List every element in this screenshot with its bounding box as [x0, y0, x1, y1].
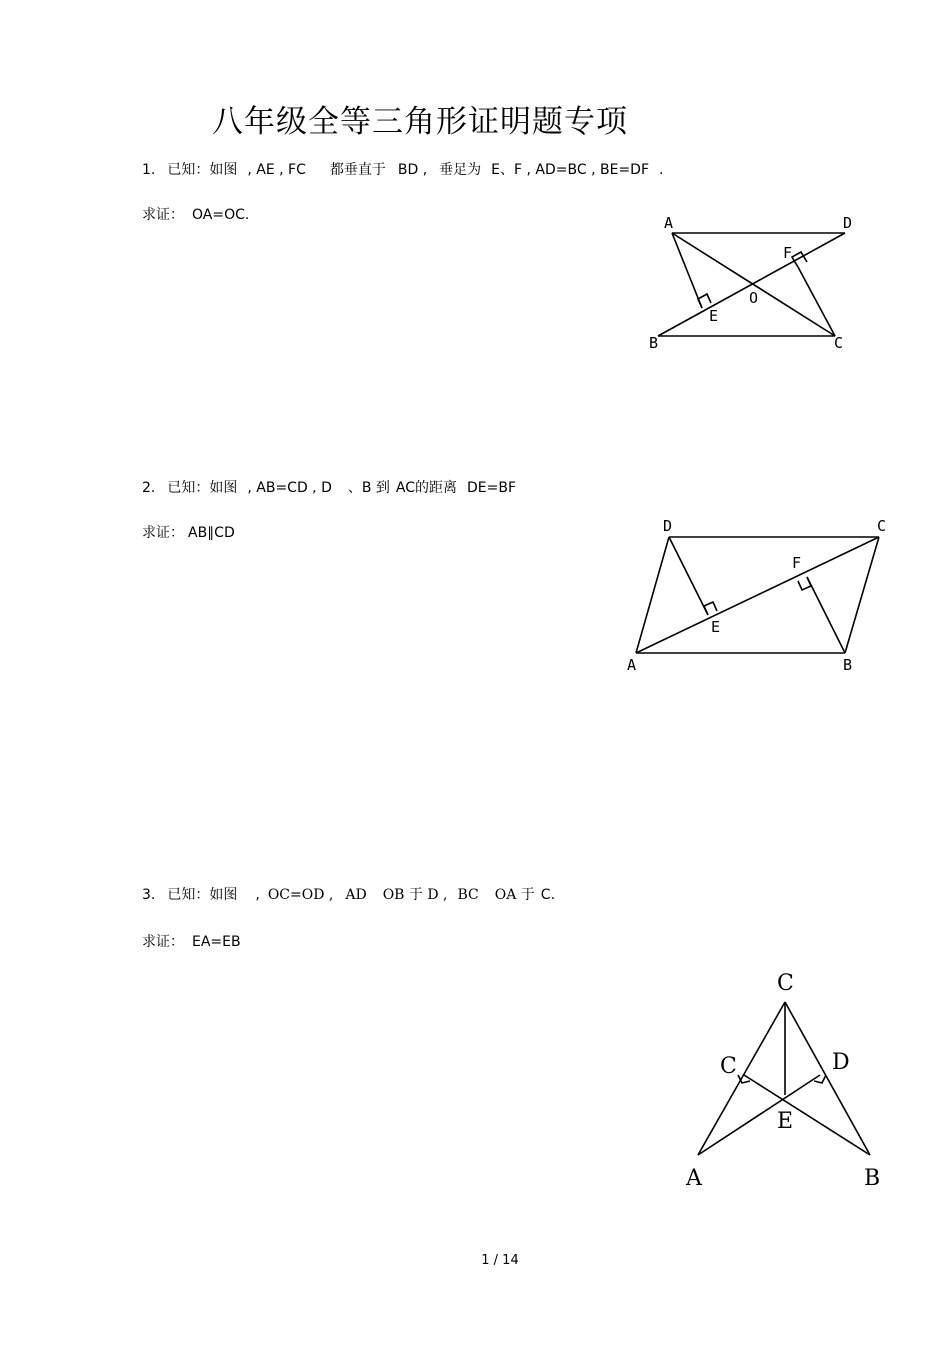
figure-label: C	[720, 1054, 737, 1079]
problem-2-given-text: 已知：如图	[167, 480, 238, 496]
problem-3-given-text: AD	[345, 887, 367, 903]
page-title: 八年级全等三角形证明题专项	[212, 104, 628, 140]
problem-2-given-text: AC的距离	[395, 480, 458, 496]
figure-label: F	[792, 554, 802, 572]
problem-3-figure	[680, 965, 900, 1200]
figure-label: E	[777, 1109, 794, 1134]
problem-1-prove	[142, 204, 249, 224]
problem-3-prove	[142, 931, 241, 951]
problem-1-number: 1.	[142, 162, 156, 178]
problem-1-figure	[640, 205, 880, 355]
figure-label: E	[709, 307, 719, 325]
prove-label: 求证：	[142, 934, 184, 950]
problem-3-given-text: ,	[255, 887, 260, 903]
problem-1-given	[142, 159, 663, 179]
problem-2-prove-text: AB∥CD	[188, 525, 235, 541]
problem-2-given-text: DE=BF	[467, 480, 517, 496]
problem-2-figure	[620, 510, 900, 680]
problem-1-given-text: , AE , FC	[247, 162, 306, 178]
problem-2-given	[142, 477, 516, 497]
figure-label: B	[843, 656, 853, 674]
problem-1-given-text: BD ,	[397, 162, 428, 178]
problem-1-given-text: .	[659, 162, 664, 178]
problem-1-prove-text: OA=OC.	[192, 207, 250, 223]
problem-1-given-text: 已知：如图	[167, 162, 238, 178]
problem-3-given-text: OA 于	[494, 887, 535, 903]
problem-1-given-text: 都垂直于	[329, 162, 386, 178]
page-number: 1 / 14	[481, 1253, 519, 1268]
prove-label: 求证：	[142, 207, 184, 223]
problem-2-number: 2.	[142, 480, 156, 496]
figure-label: B	[864, 1166, 881, 1191]
problem-3-given-text: OB 于 D ,	[382, 887, 448, 903]
figure-label: A	[664, 214, 674, 232]
problem-3-given-text: BC	[457, 887, 479, 903]
problem-2-given-text: 、B 到	[347, 480, 390, 496]
figure-label: D	[843, 214, 853, 232]
figure-label: C	[777, 971, 794, 996]
figure-label: E	[711, 618, 721, 636]
problem-3-given-text: C.	[540, 887, 556, 903]
figure-label: A	[627, 656, 637, 674]
problem-3-given-text: 已知：如图	[167, 887, 238, 903]
problem-3-given	[142, 884, 555, 904]
figure-label: A	[686, 1166, 702, 1191]
problem-1-given-text: 垂足为	[439, 162, 482, 178]
problem-2-given-text: , AB=CD , D	[247, 480, 332, 496]
problem-2-prove	[142, 522, 235, 542]
figure-label: D	[832, 1050, 850, 1075]
figure-label: C	[877, 517, 887, 535]
problem-3-prove-text: EA=EB	[192, 934, 241, 950]
figure-label: D	[663, 517, 673, 535]
prove-label: 求证：	[142, 525, 184, 541]
figure-label: B	[649, 334, 659, 352]
figure-label: C	[834, 334, 844, 352]
figure-label: O	[749, 289, 759, 307]
problem-1-given-text: E、F , AD=BC , BE=DF	[491, 162, 650, 178]
figure-label: F	[783, 244, 793, 262]
problem-3-given-text: OC=OD ,	[267, 887, 334, 903]
problem-3-number: 3.	[142, 887, 156, 903]
